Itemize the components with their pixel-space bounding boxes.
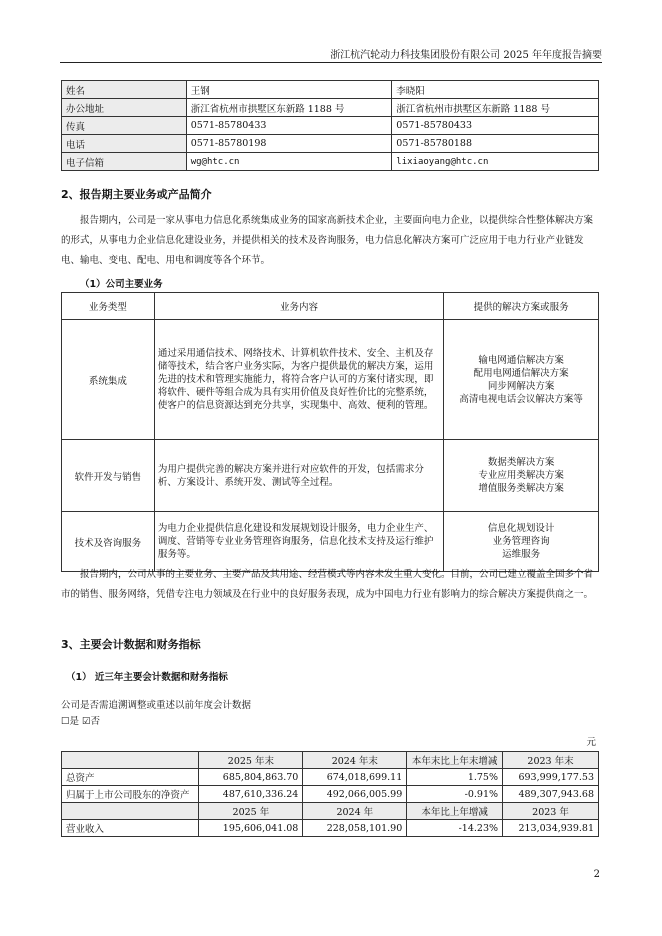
table-row [62,320,599,440]
table-row [62,440,599,512]
cell-value: 674,018,699.11 [303,769,407,786]
column-header: 2023 年 [503,803,599,820]
currency-unit: 元 [586,737,596,748]
solution-item: 输电网通信解决方案 [478,354,564,366]
table-row [62,820,599,837]
restatement-answer: ☐是 ☑否 [61,716,101,727]
table-row [62,512,599,572]
solution-item: 专业应用类解决方案 [478,470,564,481]
column-header: 本年末比上年末增减 [407,752,503,769]
contact-email: lixiaoyang@htc.cn [392,153,599,171]
solution-item: 业务管理咨询 [492,536,550,547]
contact-value: 0571-85780188 [392,135,599,153]
column-header: 本年比上年增减 [407,803,503,820]
cell-value: 489,307,943.68 [503,786,599,803]
column-header: 2025 年末 [199,752,303,769]
business-type: 系统集成 [62,320,155,440]
page-number: 2 [593,869,600,880]
column-header: 业务类型 [62,293,155,320]
business-table [61,292,599,572]
contact-row-address [62,99,599,117]
column-header: 2023 年末 [503,752,599,769]
contact-table [61,80,599,171]
section-paragraph: 报告期内，公司从事的主要业务、主要产品及其用途、经营模式等内容未发生重大变化。目前，公司已建立覆盖全国多个省市的销售、服务网络，凭借专注电力领域及在行业中的良好服务表现，成为中国电力行业有影响力的综合解决方案提供商之一。 [61,569,594,600]
contact-label: 电子信箱 [62,153,187,171]
contact-value: 浙江省杭州市拱墅区东新路 1188 号 [186,99,392,117]
cell-value: 195,606,041.08 [199,820,303,837]
cell-value: 213,034,939.81 [503,820,599,837]
contact-row-fax [62,117,599,135]
contact-value: 王钢 [186,81,392,99]
column-header: 2025 年 [199,803,303,820]
financial-table [61,751,599,837]
column-header [62,803,199,820]
contact-label: 电话 [62,135,187,153]
column-header: 2024 年末 [303,752,407,769]
cell-value: 228,058,101.90 [303,820,407,837]
contact-value: 0571-85780433 [392,117,599,135]
business-content: 为电力企业提供信息化建设和发展规划设计服务，电力企业生产、调度、营销等专业业务管理咨询服务，信息化技术支持及运行维护服务等。 [154,512,443,572]
row-label: 归属于上市公司股东的净资产 [62,786,199,803]
cell-value: 693,999,177.53 [503,769,599,786]
contact-label: 办公地址 [62,99,187,117]
contact-value: 李晓阳 [392,81,599,99]
solution-item: 运维服务 [502,549,541,560]
contact-row-phone [62,135,599,153]
business-solutions [444,320,599,440]
solution-item: 数据类解决方案 [487,457,555,468]
solution-item: 配用电网通信解决方案 [473,367,569,379]
business-solutions [444,440,599,512]
table-header-row [62,293,599,320]
business-type: 软件开发与销售 [62,440,155,512]
cell-value: -0.91% [407,786,503,803]
row-label: 总资产 [62,769,199,786]
table-header-row [62,752,599,769]
business-content: 为用户提供完善的解决方案并进行对应软件的开发，包括需求分析、方案设计、系统开发、测试等全过程。 [154,440,443,512]
business-type: 技术及咨询服务 [62,512,155,572]
contact-label: 传真 [62,117,187,135]
header-divider [60,62,602,63]
column-header: 提供的解决方案或服务 [444,293,599,320]
cell-value: -14.23% [407,820,503,837]
section-paragraph: 报告期内，公司是一家从事电力信息化系统集成业务的国家高新技术企业，主要面向电力企业，以提供综合性整体解决方案的形式，从事电力企业信息化建设业务，并提供相关的技术及咨询服务，电力信息化解决方案可广泛应用于电力行业产业链发电、输电、变电、配电、用电和调度等各个环节。 [61,215,594,266]
solution-item: 高清电视电话会议解决方案等 [459,393,583,405]
contact-value: 浙江省杭州市拱墅区东新路 1188 号 [392,99,599,117]
solution-item: 同步网解决方案 [487,380,555,392]
contact-email: wg@htc.cn [186,153,392,171]
contact-row-name [62,81,599,99]
contact-value: 0571-85780198 [186,135,392,153]
restatement-question: 公司是否需追溯调整或重述以前年度会计数据 [61,700,252,711]
section-heading: 2、报告期主要业务或产品简介 [61,188,212,201]
column-header [62,752,199,769]
cell-value: 487,610,336.24 [199,786,303,803]
business-content: 通过采用通信技术、网络技术、计算机软件技术、安全、主机及存储等技术，结合客户业务实际，为客户提供最优的解决方案，运用先进的技术和管理实施能力，将符合客户认可的方案付诸实现，即将软件、硬件等组合成为具有实用价值及良好性价比的完整系统，使客户的信息资源达到充分共享，实现集中、高效、便利的管理。 [154,320,443,440]
table-header-row [62,803,599,820]
cell-value: 1.75% [407,769,503,786]
solution-item: 信息化规划设计 [487,523,555,534]
subsection-heading: （1） 近三年主要会计数据和财务指标 [66,672,228,683]
contact-label: 姓名 [62,81,187,99]
solution-item: 增值服务类解决方案 [478,483,564,494]
business-solutions [444,512,599,572]
report-header-title: 浙江杭汽轮动力科技集团股份有限公司 2025 年年度报告摘要 [330,50,602,61]
row-label: 营业收入 [62,820,199,837]
table-row [62,769,599,786]
column-header: 2024 年 [303,803,407,820]
cell-value: 685,804,863.70 [199,769,303,786]
section-heading: 3、主要会计数据和财务指标 [61,638,201,651]
cell-value: 492,066,005.99 [303,786,407,803]
column-header: 业务内容 [154,293,443,320]
table-row [62,786,599,803]
contact-value: 0571-85780433 [186,117,392,135]
subsection-heading: （1）公司主要业务 [80,279,163,290]
contact-row-email [62,153,599,171]
